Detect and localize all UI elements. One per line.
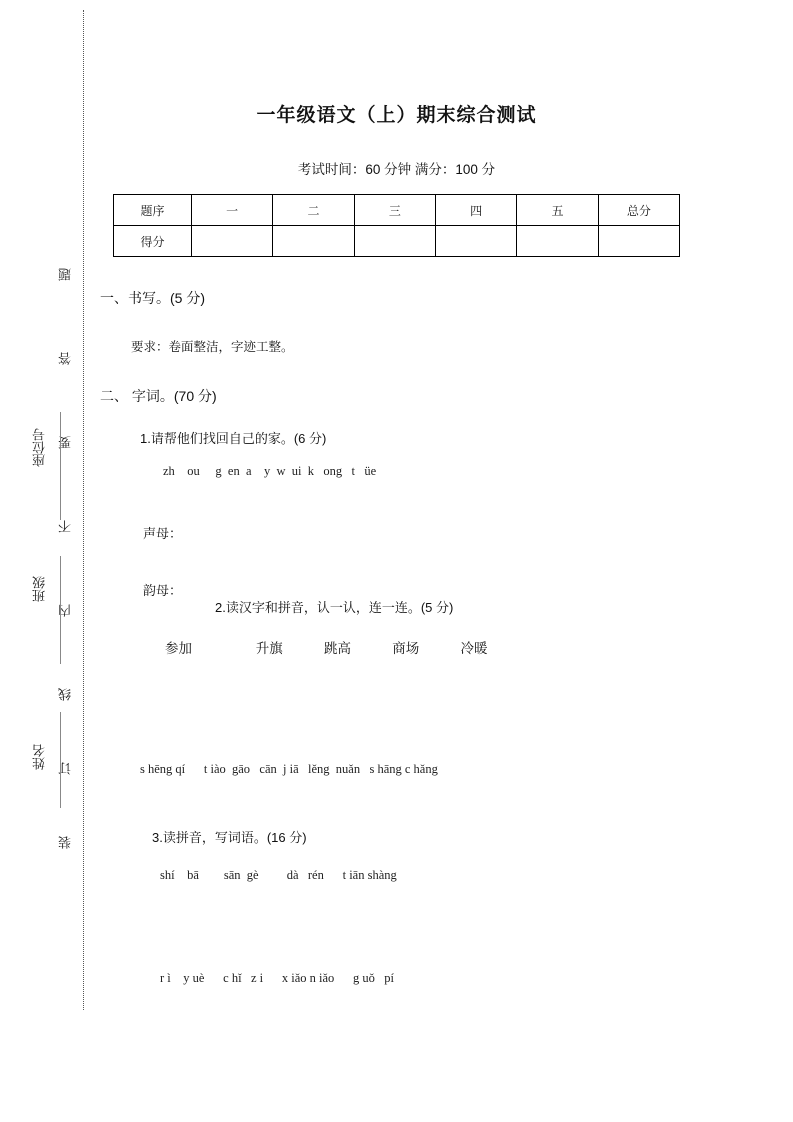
seal-char-zhuang: 装 [58, 836, 73, 849]
score-cell-3[interactable] [354, 226, 435, 257]
table-row-scores [114, 226, 680, 257]
score-cell-2[interactable] [273, 226, 354, 257]
question-1-shengmu-label: 声母： [143, 526, 183, 541]
name-field-label: 姓名 [32, 744, 47, 770]
seal-char-xian: 线 [58, 688, 73, 701]
question-1-yunmu-label: 韵母： [143, 583, 183, 598]
section-heading-2: 二、 字词。(70 分) [100, 388, 217, 404]
table-head-col-4: 四 [435, 195, 516, 226]
table-head-label-defen: 得分 [114, 226, 192, 257]
question-2-pinyin-row: s hēng qí t iào gāo cān j iā lěng nuǎn s hāng c hǎng [140, 762, 438, 776]
question-3-pinyin-line-1: shí bā sān gè dà rén t iān shàng [160, 868, 397, 882]
score-cell-5[interactable] [517, 226, 598, 257]
seat-number-field-label: 座位号 [32, 428, 47, 467]
name-field-rule [60, 712, 61, 808]
table-head-col-5: 五 [517, 195, 598, 226]
table-head-col-3: 三 [354, 195, 435, 226]
exam-subtitle: 考试时间：60 分钟 满分：100 分 [297, 162, 496, 177]
seal-char-da: 答 [58, 352, 73, 365]
seal-char-ding: 订 [58, 762, 73, 775]
section-heading-1: 一、书写。(5 分) [100, 290, 205, 306]
seal-char-yao: 要 [58, 436, 73, 449]
table-head-col-1: 一 [192, 195, 273, 226]
score-cell-1[interactable] [192, 226, 273, 257]
seal-char-bu: 不 [58, 520, 73, 533]
question-2-prompt: 2.读汉字和拼音，认一认，连一连。(5 分) [215, 600, 454, 615]
question-3-prompt: 3.读拼音，写词语。(16 分) [152, 830, 307, 845]
table-row-header [114, 195, 680, 226]
table-head-col-2: 二 [273, 195, 354, 226]
section-1-requirement: 要求：卷面整洁，字迹工整。 [131, 340, 294, 354]
class-field-rule [60, 556, 61, 664]
table-head-label-tixu: 题序 [114, 195, 192, 226]
page-title: 一年级语文（上）期末综合测试 [256, 105, 537, 126]
seat-number-field-rule [60, 412, 61, 520]
class-field-label: 班级 [32, 576, 47, 602]
score-table [113, 194, 680, 257]
score-cell-total[interactable] [598, 226, 679, 257]
table-head-col-total: 总分 [598, 195, 679, 226]
question-1-pinyin-items: zh ou g en a y w ui k ong t üe [163, 464, 377, 478]
score-cell-4[interactable] [435, 226, 516, 257]
question-1-prompt: 1.请帮他们找回自己的家。(6 分) [140, 431, 327, 446]
question-2-word-row: 参加 升旗 跳高 商场 冷暖 [165, 641, 488, 656]
seal-char-nei: 内 [58, 604, 73, 617]
question-3-pinyin-line-2: r ì y uè c hǐ z i x iǎo n iǎo g uǒ pí [160, 971, 394, 985]
seal-char-ti: 题 [58, 268, 73, 281]
